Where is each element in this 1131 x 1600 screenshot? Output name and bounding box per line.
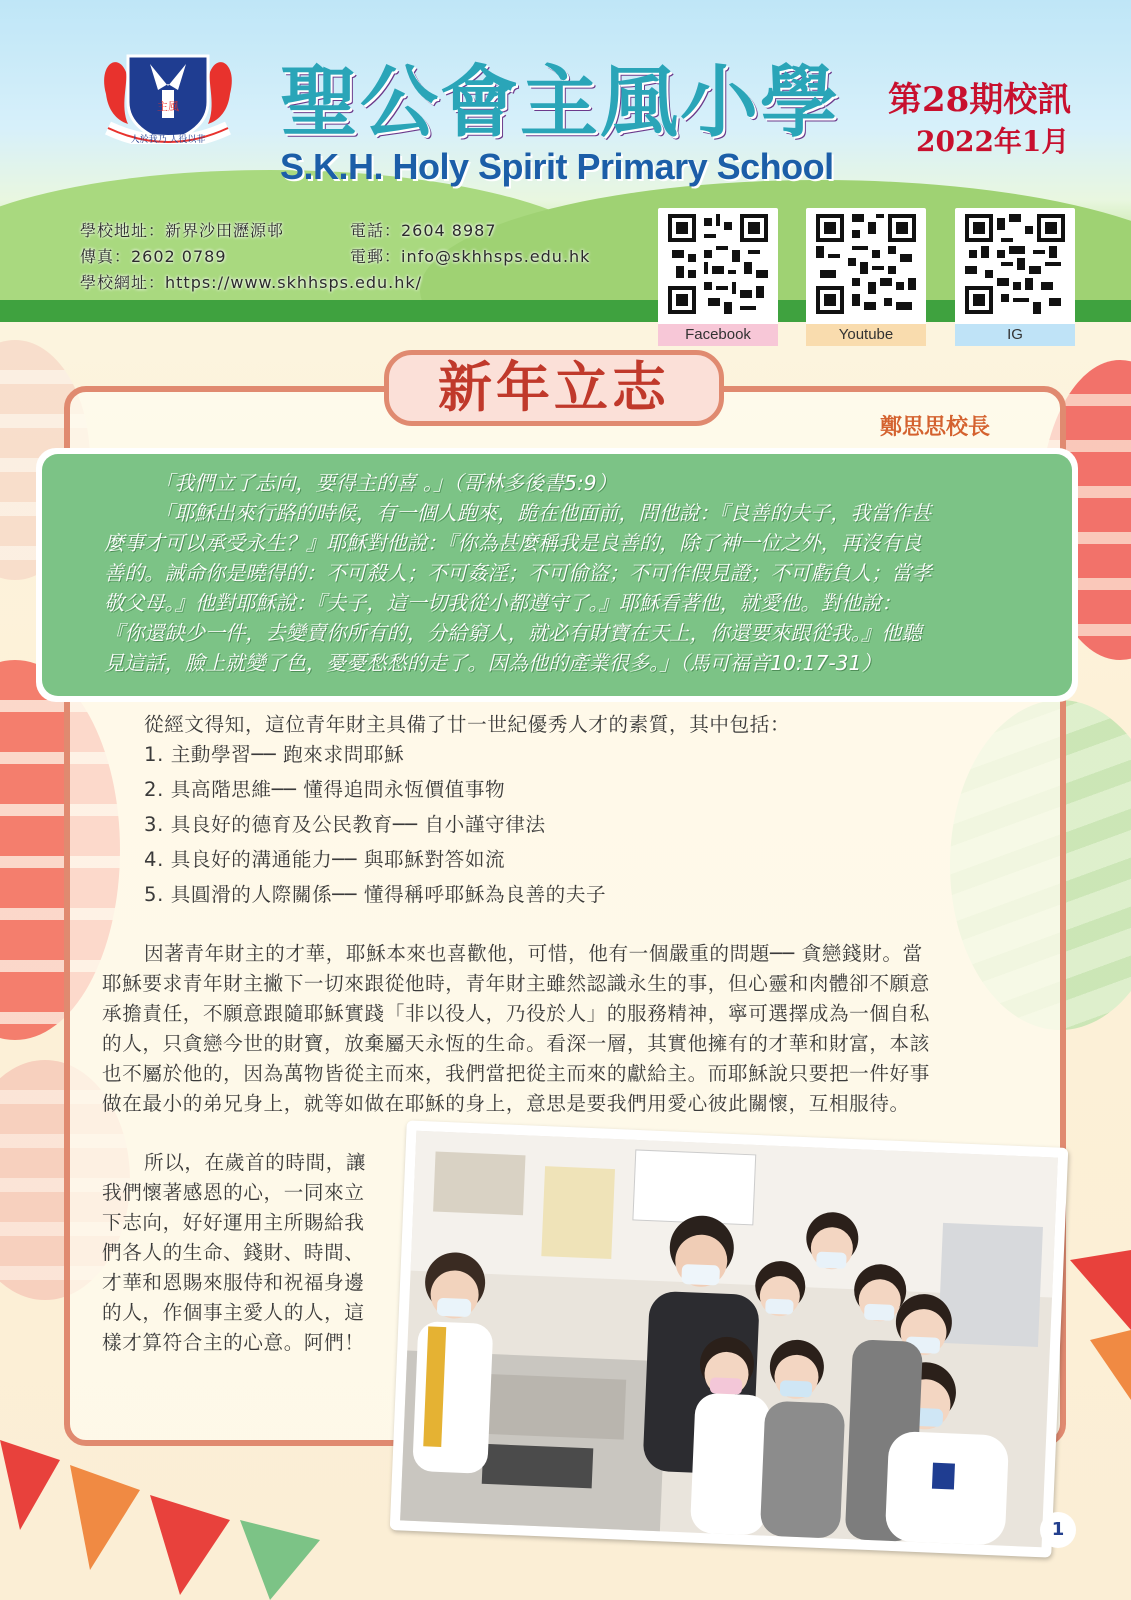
qr-icon — [965, 214, 1065, 314]
qr-icon — [668, 214, 768, 314]
scripture-panel — [42, 454, 1072, 696]
intro-text: 從經文得知，這位青年財主具備了廿一世紀優秀人才的素質，其中包括： — [144, 713, 791, 736]
qr-code-youtube[interactable] — [806, 208, 926, 346]
school-address: 學校地址：新界沙田瀝源邨 — [80, 221, 285, 240]
closing-line: 我們懷著感恩的心，一同來立 — [102, 1181, 365, 1204]
quality-item: 3. 具良好的德育及公民教育── 自小謹守律法 — [144, 813, 546, 836]
article-author: 鄭思思校長 — [880, 415, 991, 440]
class-photo-illustration — [390, 1120, 1069, 1557]
qr-label-youtube: Youtube — [806, 324, 926, 346]
school-name-chinese: 聖公會主風小學 — [280, 58, 841, 148]
closing-line: 樣才算符合主的心意。阿們！ — [102, 1331, 365, 1354]
logo-text: 主風 — [157, 100, 179, 113]
scripture-line: 敬父母。』他對耶穌說：『夫子，這一切我從小都遵守了。』耶穌看著他，就愛他。對他說： — [104, 591, 902, 615]
qr-label-instagram: IG — [955, 324, 1075, 346]
quality-item: 5. 具圓滑的人際關係── 懂得稱呼耶穌為良善的夫子 — [144, 883, 607, 906]
scripture-line: 善的。誡命你是曉得的：不可殺人；不可姦淫；不可偷盜；不可作假見證；不可虧負人；當孝 — [104, 561, 932, 585]
issue-number: 第28期校訊 — [888, 80, 1072, 120]
paragraph-line: 耶穌要求青年財主撇下一切來跟從他時，青年財主雖然認識永生的事，但心靈和肉體卻不願意 — [102, 972, 930, 995]
scripture-line: 見這話，臉上就變了色，憂憂愁愁的走了。因為他的產業很多。」（馬可福音10:17-31） — [104, 651, 882, 675]
paragraph-line: 也不屬於他的，因為萬物皆從主而來，我們當把從主而來的獻給主。而耶穌說只要把一件好事 — [102, 1062, 930, 1085]
class-photo — [390, 1120, 1069, 1557]
scripture-box — [36, 448, 1078, 702]
scripture-line: 『你還缺少一件，去變賣你所有的，分給窮人，就必有財寶在天上，你還要來跟從我。』他聽 — [104, 621, 922, 645]
school-logo — [98, 44, 238, 144]
bunting-decoration-bottom-left — [0, 1420, 400, 1600]
scripture-line: 麼事才可以承受永生？』耶穌對他說：『你為甚麼稱我是良善的，除了神一位之外，再沒有良 — [104, 531, 922, 555]
qr-label-facebook: Facebook — [658, 324, 778, 346]
school-phone: 電話：2604 8987 — [350, 221, 497, 240]
quality-item: 4. 具良好的溝通能力── 與耶穌對答如流 — [144, 848, 506, 871]
school-fax: 傳真：2602 0789 — [80, 247, 227, 266]
quality-item: 2. 具高階思維── 懂得追問永恆價值事物 — [144, 778, 506, 801]
closing-line: 所以，在歲首的時間，讓 — [144, 1151, 367, 1174]
quality-item: 1. 主動學習── 跑來求問耶穌 — [144, 743, 405, 766]
scripture-line: 「我們立了志向，要得主的喜 。」（哥林多後書5:9） — [154, 471, 617, 495]
closing-line: 們各人的生命、錢財、時間、 — [102, 1241, 365, 1264]
article-title-box — [384, 350, 724, 426]
closing-line: 的人，作個事主愛人的人，這 — [102, 1301, 365, 1324]
paragraph-line: 的人，只貪戀今世的財寶，放棄屬天永恆的生命。看深一層，其實他擁有的才華和財富，本該 — [102, 1032, 930, 1055]
article-title: 新年立志 — [438, 356, 670, 419]
qr-code-instagram[interactable] — [955, 208, 1075, 346]
school-name-english: S.K.H. Holy Spirit Primary School — [280, 146, 834, 187]
page-number: 1 — [1040, 1512, 1076, 1548]
school-website-link[interactable]: 學校網址：https://www.skhhsps.edu.hk/ — [80, 273, 423, 292]
issue-date: 2022年1月 — [916, 125, 1070, 158]
qr-code-facebook[interactable] — [658, 208, 778, 346]
paragraph-line: 承擔責任，不願意跟隨耶穌實踐「非以役人，乃役於人」的服務精神，寧可選擇成為一個自私 — [102, 1002, 930, 1025]
paragraph-line: 做在最小的弟兄身上，就等如做在耶穌的身上，意思是要我們用愛心彼此關懷，互相服待。 — [102, 1092, 910, 1115]
closing-line: 下志向，好好運用主所賜給我 — [102, 1211, 365, 1234]
logo-motto: 人於我乃 人役以非 — [130, 135, 206, 144]
school-email-link[interactable]: 電郵：info@skhhsps.edu.hk — [350, 247, 591, 266]
paragraph-line: 因著青年財主的才華，耶穌本來也喜歡他，可惜，他有一個嚴重的問題── 貪戀錢財。當 — [144, 942, 923, 965]
scripture-line: 「耶穌出來行路的時候，有一個人跑來，跪在他面前，問他說：『良善的夫子，我當作甚 — [154, 501, 932, 525]
closing-line: 才華和恩賜來服侍和祝福身邊 — [102, 1271, 365, 1294]
qr-icon — [816, 214, 916, 314]
